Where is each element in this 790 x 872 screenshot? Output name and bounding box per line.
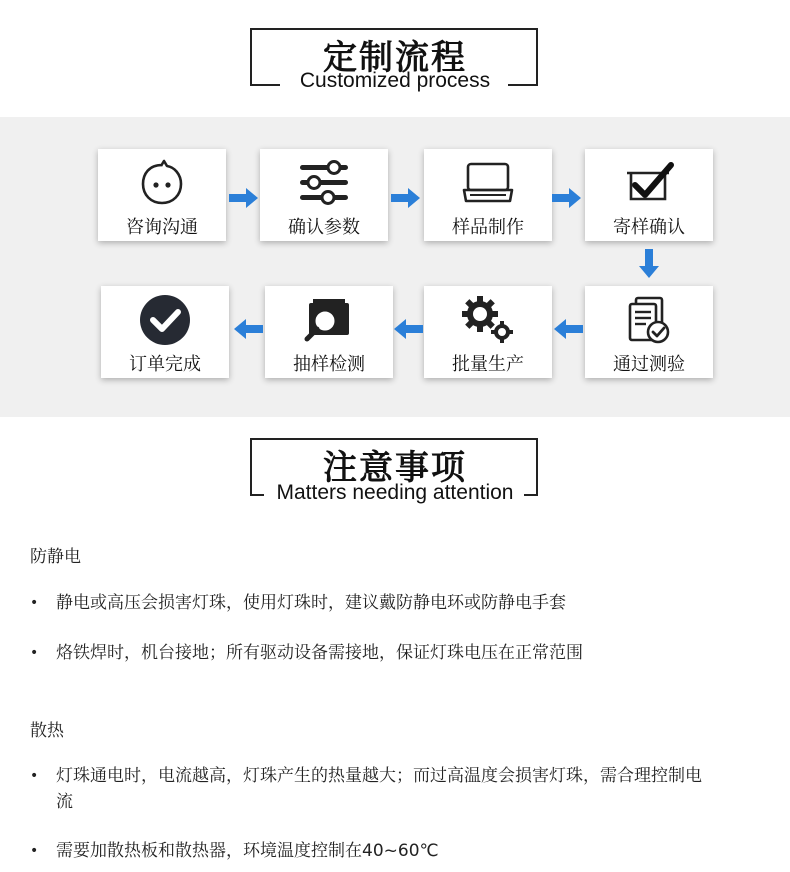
bullet-dot: • (30, 768, 39, 784)
bullet-dot: • (30, 645, 39, 661)
laptop-box-icon (458, 157, 518, 209)
section-title-heat-dissipation: 散热 (30, 721, 64, 741)
step-label: 样品制作 (452, 217, 524, 238)
bullet-text: 烙铁焊时，机台接地；所有驱动设备需接地，保证灯珠电压在正常范围 (56, 643, 583, 663)
sliders-icon (294, 157, 354, 209)
list-item (30, 590, 750, 616)
document-check-icon (619, 294, 679, 346)
list-item (30, 838, 750, 864)
step-card-params (260, 149, 388, 241)
process-title-zh: 定制流程 (323, 38, 467, 78)
list-item (30, 640, 750, 666)
box-magnifier-icon (299, 294, 359, 346)
step-label: 确认参数 (288, 217, 360, 238)
chat-bubble-face-icon (132, 157, 192, 209)
step-card-order-complete (101, 286, 229, 378)
step-card-pass-test (585, 286, 713, 378)
step-card-sample-inspection (265, 286, 393, 378)
bullet-text: 灯珠通电时，电流越高，灯珠产生的热量越大；而过高温度会损害灯珠，需合理控制电流 (56, 766, 702, 812)
step-label: 咨询沟通 (126, 217, 198, 238)
left-arrow-icon (393, 318, 423, 340)
check-circle-icon (135, 294, 195, 346)
step-label: 订单完成 (129, 354, 201, 375)
step-card-mass-production (424, 286, 552, 378)
bullet-dot: • (30, 843, 39, 859)
step-label: 寄样确认 (613, 217, 685, 238)
right-arrow-icon (391, 187, 421, 209)
notice-title-en: Matters needing attention (276, 481, 514, 504)
section-title-antistatic: 防静电 (30, 547, 81, 567)
bullet-dot: • (30, 595, 39, 611)
bullet-text: 需要加散热板和散热器，环境温度控制在40~60℃ (56, 841, 439, 861)
gears-icon (458, 294, 518, 346)
step-card-consult (98, 149, 226, 241)
bullet-text: 静电或高压会损害灯珠，使用灯珠时，建议戴防静电环或防静电手套 (56, 593, 566, 613)
right-arrow-icon (229, 187, 259, 209)
step-label: 批量生产 (452, 354, 524, 375)
package-check-icon (619, 157, 679, 209)
left-arrow-icon (233, 318, 263, 340)
down-arrow-icon (638, 249, 660, 279)
step-label: 抽样检测 (293, 354, 365, 375)
step-card-send-sample (585, 149, 713, 241)
step-label: 通过测验 (613, 354, 685, 375)
right-arrow-icon (552, 187, 582, 209)
process-title-en: Customized process (299, 69, 491, 92)
list-item (30, 763, 750, 815)
left-arrow-icon (553, 318, 583, 340)
notice-title-zh: 注意事项 (323, 448, 467, 488)
step-card-sample (424, 149, 552, 241)
